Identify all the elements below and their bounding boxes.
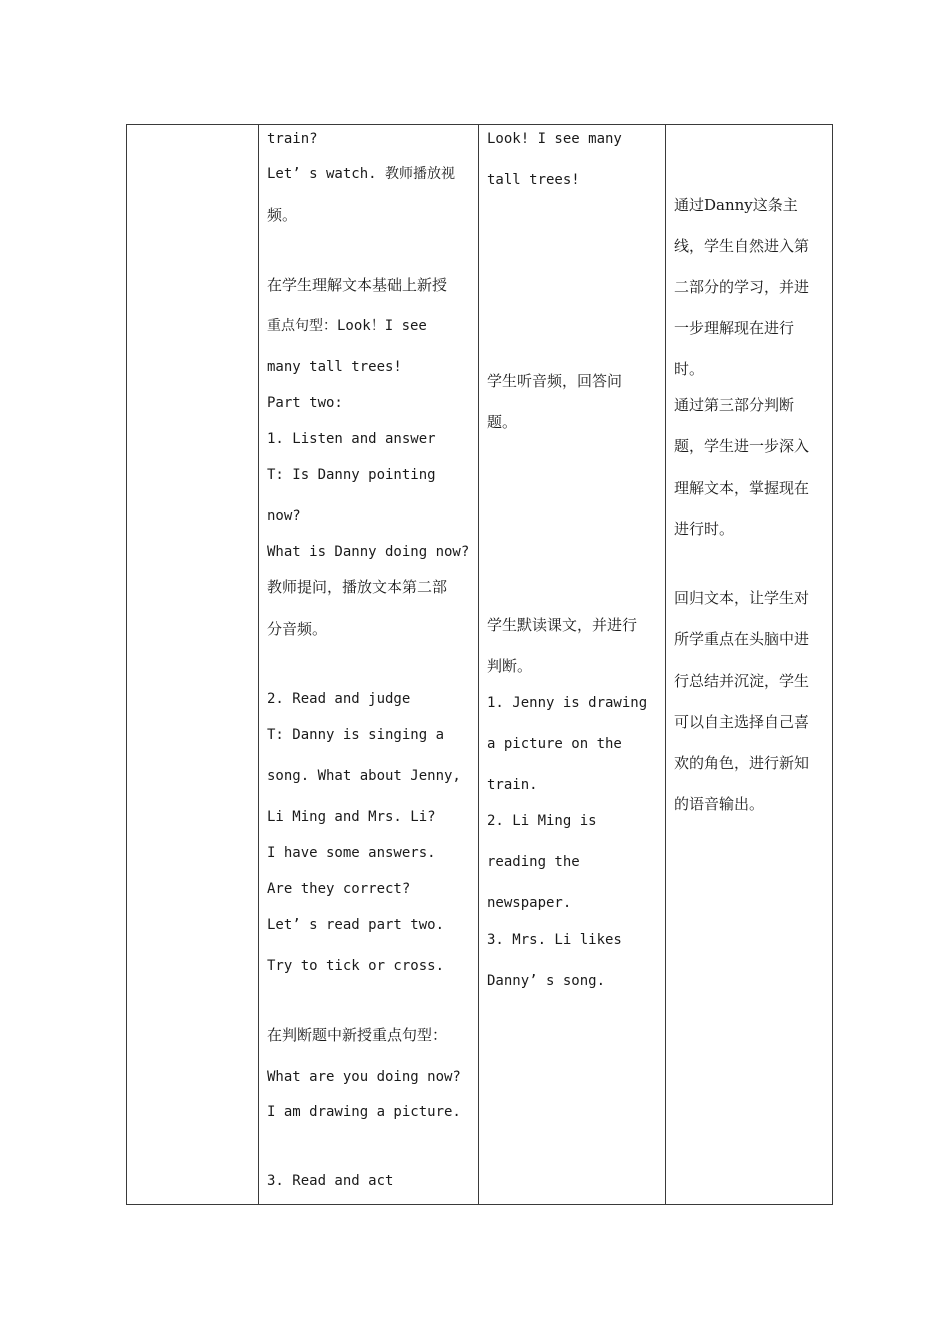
text-line: 的语音输出。 (674, 795, 765, 813)
text-line: 二部分的学习，并进 (674, 278, 810, 296)
column-divider (258, 125, 259, 1204)
text-line: 在判断题中新授重点句型： (267, 1026, 448, 1044)
text-line: T: Danny is singing a (267, 727, 445, 743)
text-line: 1. Listen and answer (267, 431, 436, 447)
text-line: What is Danny doing now? (267, 544, 470, 560)
text-line: 题，学生进一步深入 (674, 437, 810, 455)
text-line: Danny’ s song. (487, 973, 606, 989)
column-divider (478, 125, 479, 1204)
column-divider (665, 125, 666, 1204)
design-intent-column (674, 125, 832, 1204)
text-line: train? (267, 131, 318, 147)
text-line: 3. Mrs. Li likes (487, 932, 622, 948)
stage-column (127, 125, 258, 1204)
text-line: What are you doing now? (267, 1069, 461, 1085)
text-line: 频。 (267, 206, 298, 224)
text-line: 时。 (674, 360, 705, 378)
text-line: 一步理解现在进行 (674, 319, 795, 337)
text-line: Let’ s read part two. (267, 917, 445, 933)
text-line: 3. Read and act (267, 1173, 394, 1189)
text-line: 进行时。 (674, 520, 735, 538)
text-line: 2. Li Ming is (487, 813, 597, 829)
text-line: I am drawing a picture. (267, 1104, 461, 1120)
text-line: Look! I see many (487, 131, 622, 147)
text-line: Try to tick or cross. (267, 958, 445, 974)
text-line: 所学重点在头脑中进 (674, 630, 810, 648)
text-line: song. What about Jenny, (267, 768, 461, 784)
text-line: 回归文本，让学生对 (674, 589, 810, 607)
text-line: 重点句型：Look！I see (267, 318, 427, 334)
text-line: now? (267, 508, 301, 524)
text-line: newspaper. (487, 895, 572, 911)
text-line: Let’ s watch. 教师播放视 (267, 166, 456, 182)
text-line: a picture on the (487, 736, 622, 752)
text-line: 2. Read and judge (267, 691, 411, 707)
text-line: T: Is Danny pointing (267, 467, 436, 483)
text-line: I have some answers. (267, 845, 436, 861)
text-line: Part two: (267, 395, 343, 411)
text-line: 学生默读课文，并进行 (487, 616, 638, 634)
text-line: train. (487, 777, 538, 793)
text-line: 行总结并沉淀，学生 (674, 672, 810, 690)
text-line: 线，学生自然进入第 (674, 237, 810, 255)
teacher-activity-column (267, 125, 477, 1204)
text-line: 可以自主选择自己喜 (674, 713, 810, 731)
text-line: 分音频。 (267, 620, 328, 638)
text-line: 判断。 (487, 657, 533, 675)
text-line: 通过第三部分判断 (674, 396, 795, 414)
text-line: 教师提问，播放文本第二部 (267, 578, 448, 596)
text-line: 理解文本，掌握现在 (674, 479, 810, 497)
text-line: 欢的角色，进行新知 (674, 754, 810, 772)
text-line: Li Ming and Mrs. Li? (267, 809, 436, 825)
text-line: tall trees! (487, 172, 580, 188)
text-line: 通过Danny这条主 (674, 196, 798, 214)
text-line: reading the (487, 854, 580, 870)
text-line: many tall trees! (267, 359, 402, 375)
text-line: 题。 (487, 413, 518, 431)
text-line: 在学生理解文本基础上新授 (267, 276, 448, 294)
lesson-plan-table (126, 124, 833, 1205)
student-activity-column (487, 125, 663, 1204)
text-line: Are they correct? (267, 881, 411, 897)
text-line: 学生听音频，回答问 (487, 372, 623, 390)
text-line: 1. Jenny is drawing (487, 695, 648, 711)
